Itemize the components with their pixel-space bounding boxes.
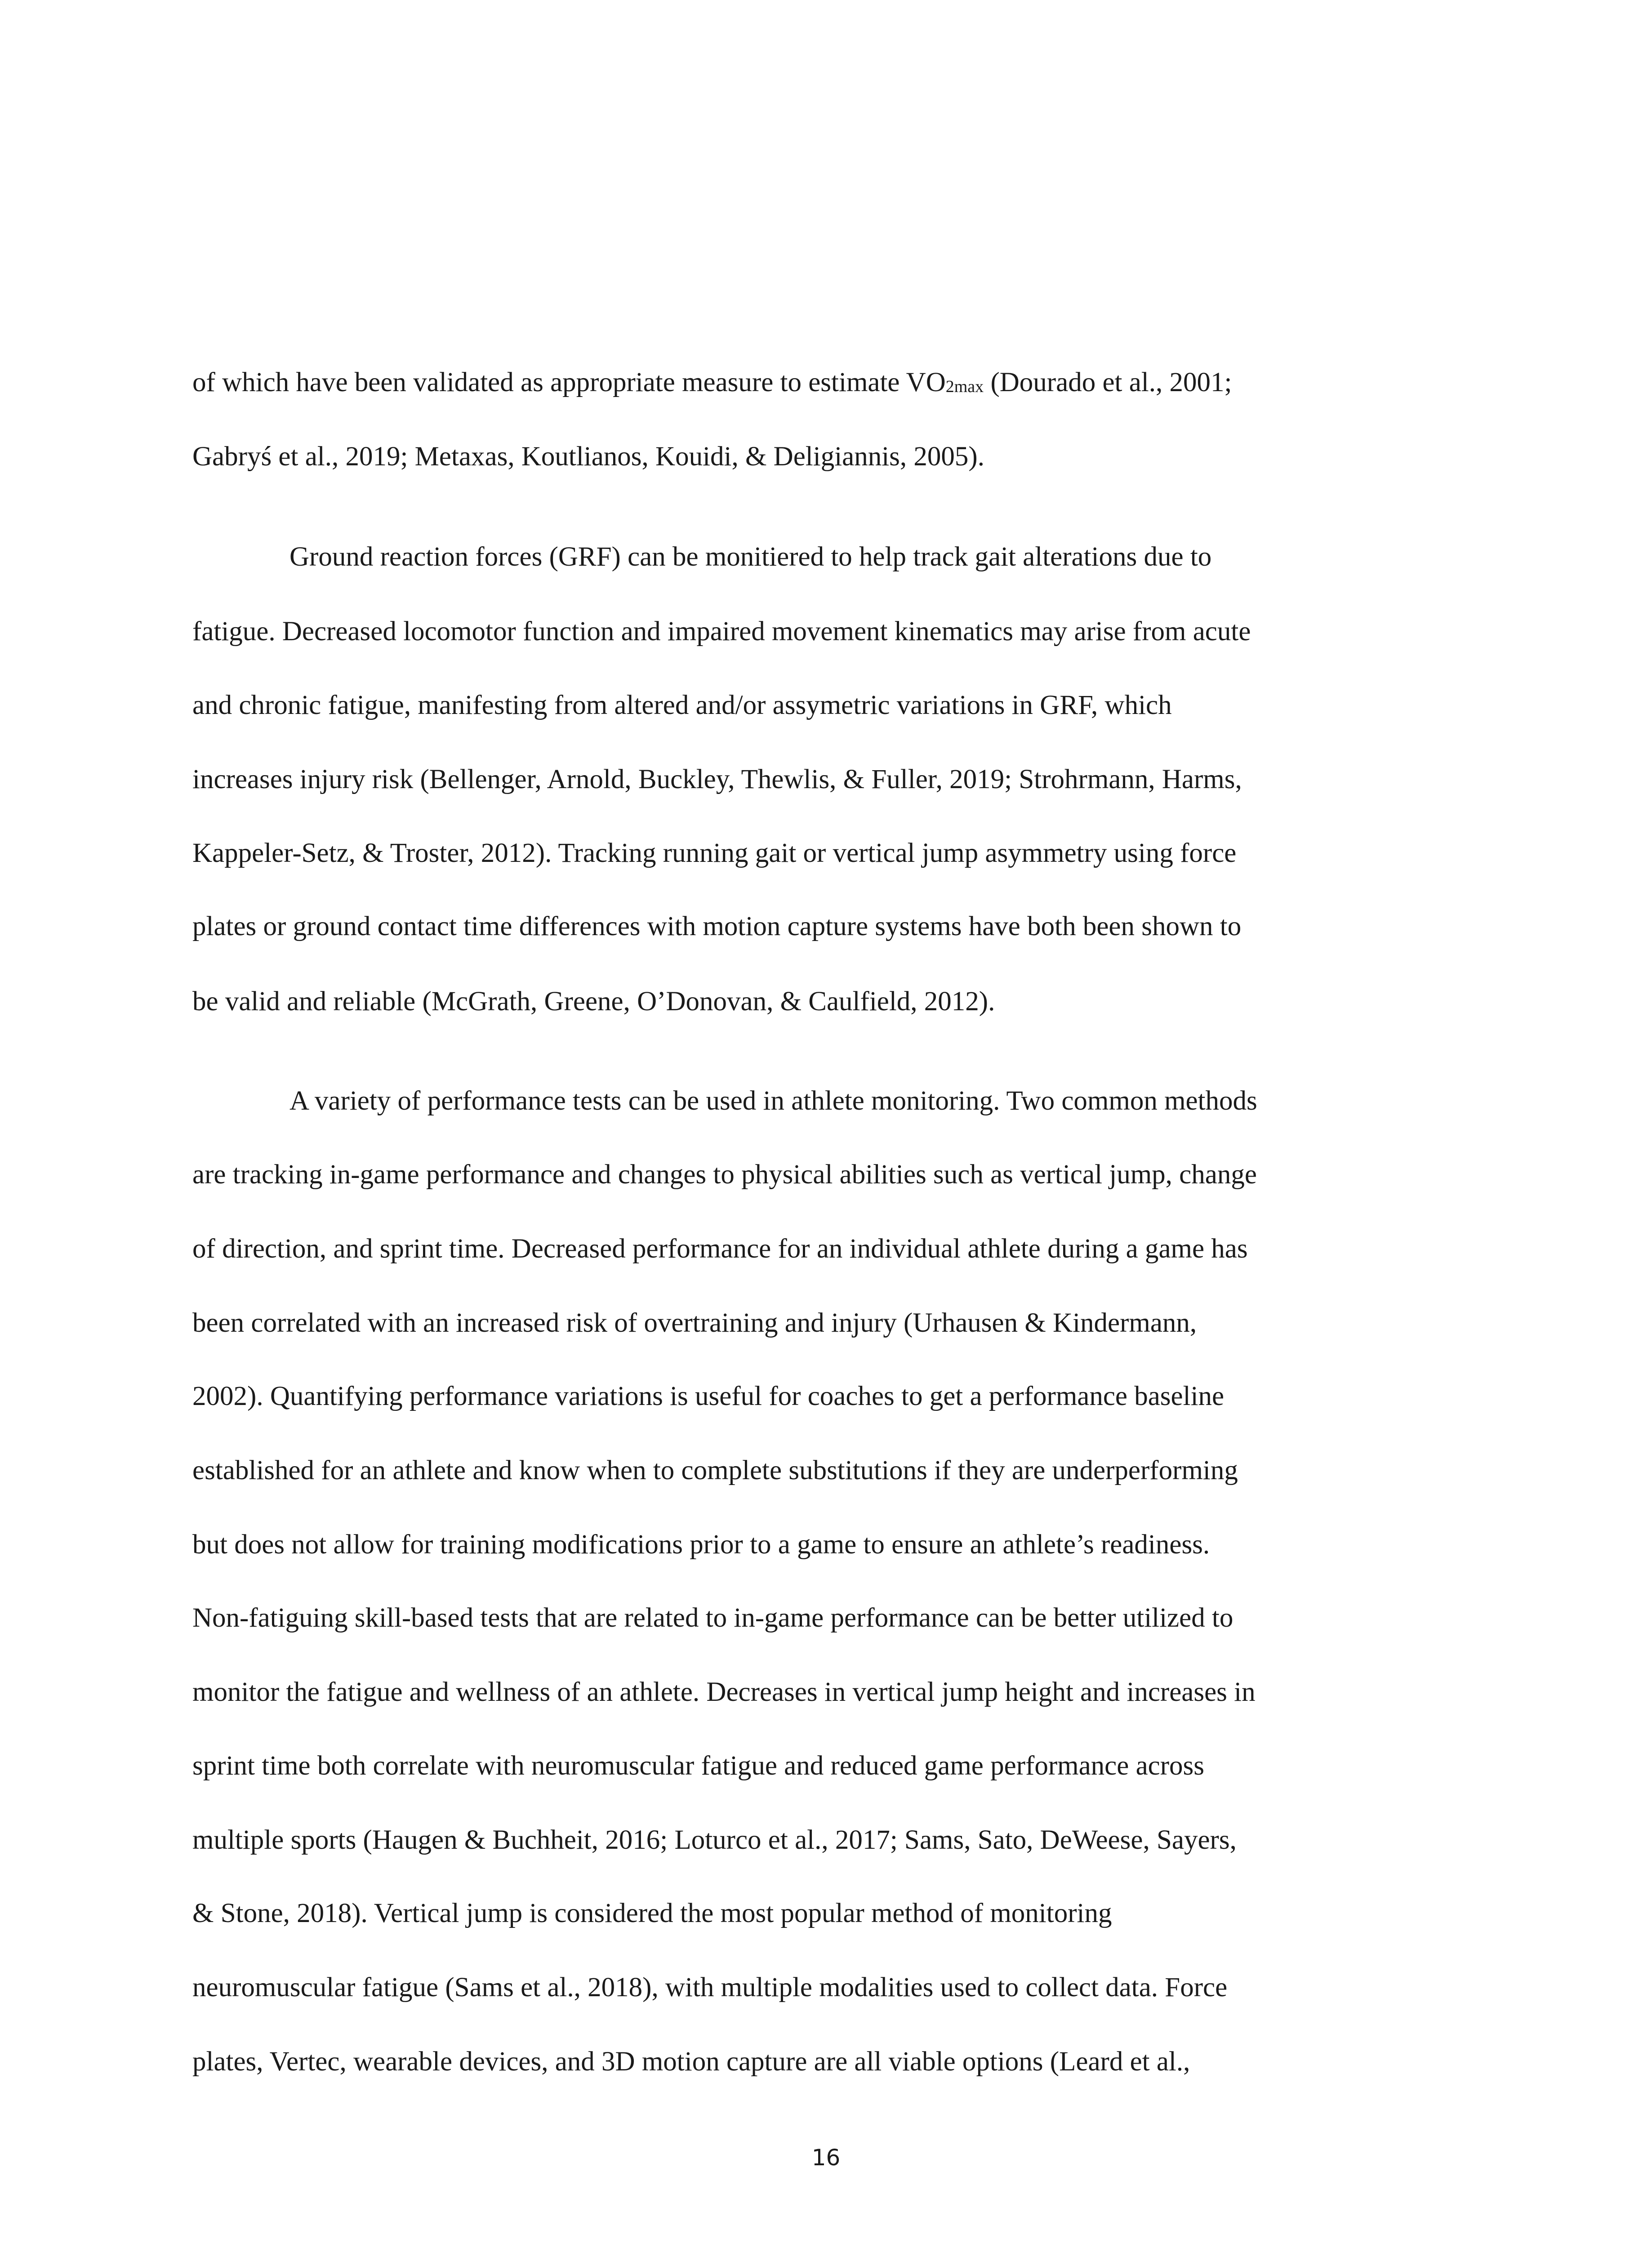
paragraph-3-line-2: are tracking in-game performance and changes to physical abilities such as vertical jump, change	[192, 1160, 1257, 1190]
paragraph-3-line-10: sprint time both correlate with neuromuscular fatigue and reduced game performance across	[192, 1751, 1205, 1781]
paragraph-2-line-4: increases injury risk (Bellenger, Arnold, Buckley, Thewlis, & Fuller, 2019; Strohrmann, Harms,	[192, 764, 1242, 794]
paragraph-3-line-4: been correlated with an increased risk of overtraining and injury (Urhausen & Kindermann,	[192, 1308, 1197, 1338]
page-number: 16	[811, 2145, 841, 2171]
paragraph-3-line-5: 2002). Quantifying performance variations is useful for coaches to get a performance baseline	[192, 1381, 1225, 1411]
paragraph-1-line-2: Gabryś et al., 2019; Metaxas, Koutlianos, Kouidi, & Deligiannis, 2005).	[192, 442, 984, 472]
paragraph-3-line-3: of direction, and sprint time. Decreased performance for an individual athlete during a game has	[192, 1234, 1248, 1264]
paragraph-2-line-5: Kappeler-Setz, & Troster, 2012). Tracking running gait or vertical jump asymmetry using force	[192, 838, 1237, 868]
paragraph-3-line-14: plates, Vertec, wearable devices, and 3D motion capture are all viable options (Leard et al.,	[192, 2047, 1190, 2077]
paragraph-3-line-1: A variety of performance tests can be used in athlete monitoring. Two common methods	[289, 1086, 1257, 1116]
paragraph-2-line-6: plates or ground contact time differences with motion capture systems have both been shown to	[192, 911, 1242, 941]
paragraph-3-line-11: multiple sports (Haugen & Buchheit, 2016; Loturco et al., 2017; Sams, Sato, DeWeese, Sayers,	[192, 1825, 1237, 1855]
paragraph-3-line-8: Non-fatiguing skill-based tests that are related to in-game performance can be better utilized to	[192, 1603, 1233, 1633]
paragraph-2-line-2: fatigue. Decreased locomotor function and impaired movement kinematics may arise from acute	[192, 616, 1251, 647]
subscript-2max: 2max	[945, 377, 984, 396]
paragraph-2-line-7: be valid and reliable (McGrath, Greene, O’Donovan, & Caulfield, 2012).	[192, 986, 995, 1017]
paragraph-1-line-1: of which have been validated as appropriate measure to estimate $VO_{2max}$ (Dourado et al., 2001;	[192, 367, 1232, 397]
paragraph-3-line-6: established for an athlete and know when to complete substitutions if they are underperforming	[192, 1455, 1238, 1485]
paragraph-2-line-3: and chronic fatigue, manifesting from altered and/or assymetric variations in GRF, which	[192, 690, 1172, 720]
paragraph-3-line-12: & Stone, 2018). Vertical jump is considered the most popular method of monitoring	[192, 1898, 1112, 1928]
paragraph-3-line-9: monitor the fatigue and wellness of an athlete. Decreases in vertical jump height and increases in	[192, 1677, 1256, 1707]
paragraph-3-line-7: but does not allow for training modifications prior to a game to ensure an athlete’s readiness.	[192, 1530, 1210, 1560]
paragraph-2-line-1: Ground reaction forces (GRF) can be monitiered to help track gait alterations due to	[289, 542, 1212, 572]
paragraph-3-line-13: neuromuscular fatigue (Sams et al., 2018), with multiple modalities used to collect data. Force	[192, 1972, 1228, 2003]
